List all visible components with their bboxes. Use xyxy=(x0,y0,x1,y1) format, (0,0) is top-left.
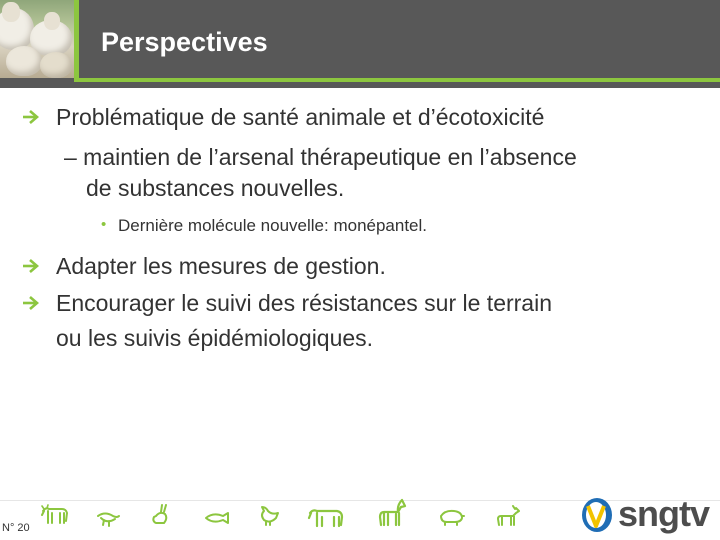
sngtv-logo-text: sngtv xyxy=(618,493,710,534)
arrow-bullet-icon xyxy=(22,258,40,274)
page-title: Perspectives xyxy=(101,27,268,57)
fish-icon xyxy=(203,510,231,526)
bullet-text: Adapter les mesures de gestion. xyxy=(56,253,386,279)
cow-icon xyxy=(40,501,70,527)
rabbit-icon xyxy=(148,502,172,528)
bullet-text: – maintien de l’arsenal thérapeutique en l’absence xyxy=(64,144,577,170)
page-number: N° 20 xyxy=(2,522,30,534)
arrow-bullet-icon xyxy=(22,109,40,125)
bullet-text: Problématique de santé animale et d’écotoxicité xyxy=(56,104,545,130)
arrow-bullet-icon xyxy=(22,295,40,311)
header-sheep-photo xyxy=(0,0,74,78)
bullet-text: Encourager le suivi des résistances sur le terrain xyxy=(56,290,553,316)
pig-icon xyxy=(437,507,465,527)
bullet-text: ou les suivis épidémiologiques. xyxy=(56,325,374,351)
bird-icon xyxy=(95,508,121,528)
header-accent-line xyxy=(74,78,720,82)
sngtv-logo-icon xyxy=(580,496,614,534)
bullet-text: de substances nouvelles. xyxy=(86,175,345,201)
horse-icon xyxy=(376,497,408,529)
hen-icon xyxy=(256,503,280,527)
sub-bullet-dot: • xyxy=(101,216,107,233)
cattle-icon xyxy=(307,505,345,529)
goat-icon xyxy=(494,504,522,528)
sub-bullet-text: Dernière molécule nouvelle: monépantel. xyxy=(118,216,428,235)
header-accent-stripe xyxy=(74,0,79,78)
